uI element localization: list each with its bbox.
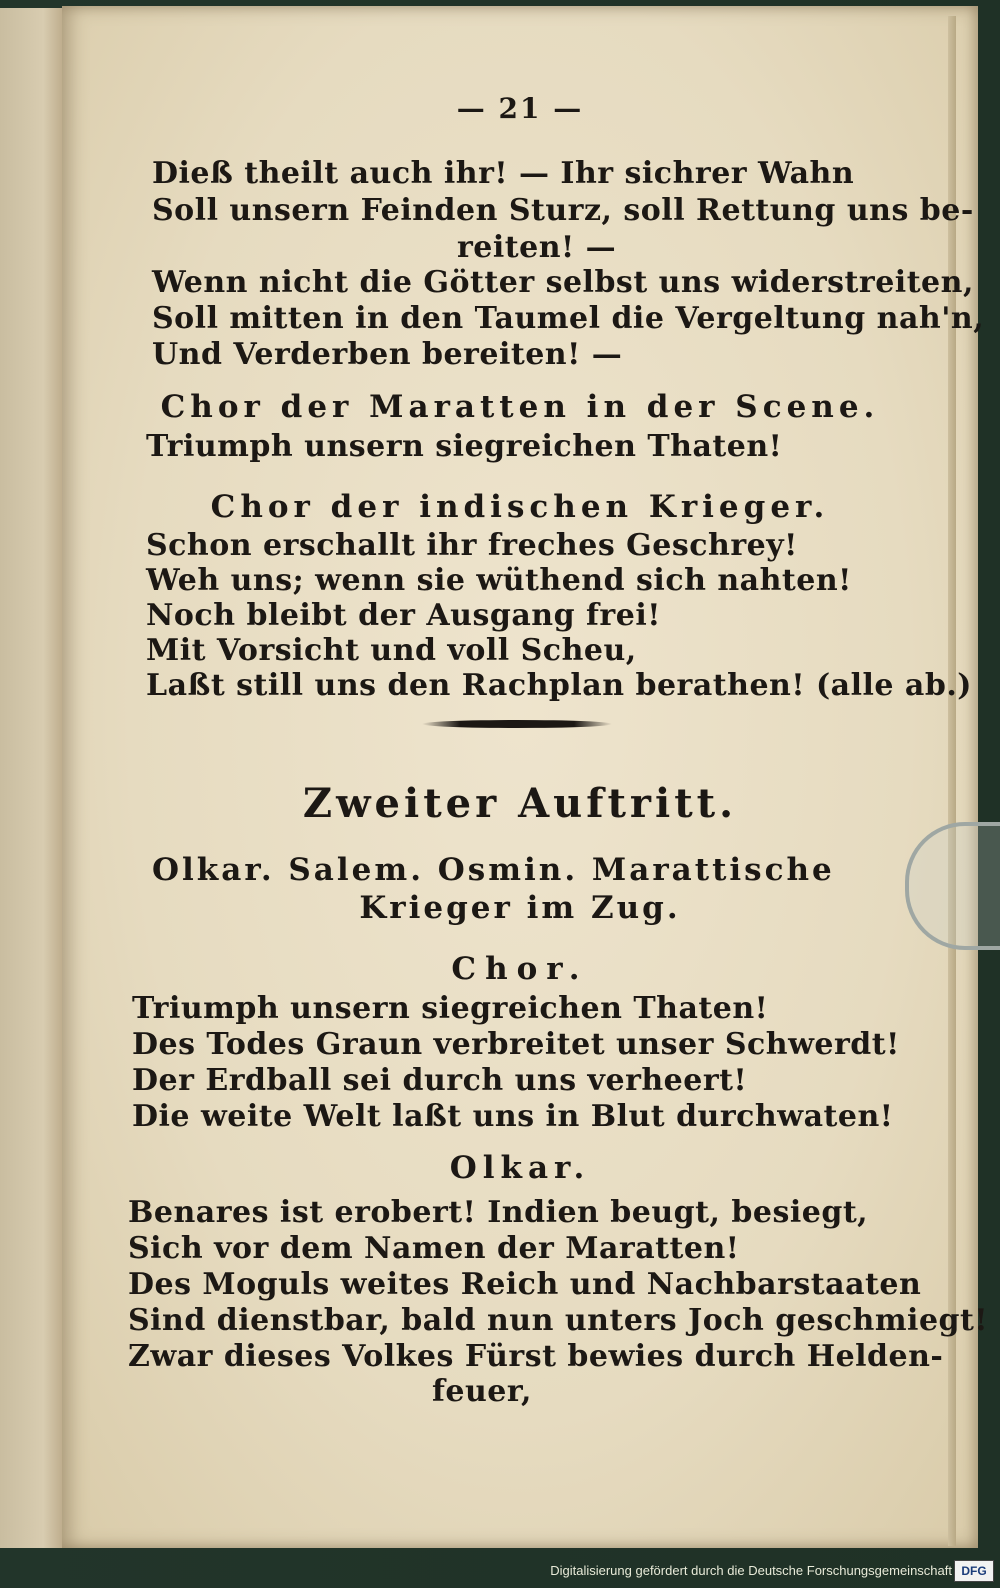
olkar-heading: Olkar. xyxy=(449,1150,591,1186)
verse-line: Und Verderben bereiten! — xyxy=(152,337,623,372)
chor-heading: Chor. xyxy=(451,951,589,987)
verse-line: Laßt still uns den Rachplan berathen! (alle ab.) xyxy=(146,668,972,703)
verse-line: Sind dienstbar, bald nun unters Joch geschmiegt! xyxy=(128,1303,989,1338)
verse-line: Die weite Welt laßt uns in Blut durchwaten! xyxy=(132,1099,894,1134)
verse-line: Noch bleibt der Ausgang frei! xyxy=(146,598,661,633)
verse-line: Zwar dieses Volkes Fürst bewies durch Helden- xyxy=(128,1339,944,1374)
facing-page-edge xyxy=(0,8,64,1548)
verse-line: Benares ist erobert! Indien beugt, besiegt, xyxy=(128,1195,869,1230)
verse-line: reiten! — xyxy=(457,230,617,265)
verse-line: Schon erschallt ihr freches Geschrey! xyxy=(146,528,798,563)
verse-line: Dieß theilt auch ihr! — Ihr sichrer Wahn xyxy=(152,156,855,191)
chorus-maratten-heading: Chor der Maratten in der Scene. xyxy=(160,389,880,425)
scene-cast: Olkar. Salem. Osmin. Marattische xyxy=(152,852,835,888)
page-number: — 21 — xyxy=(456,92,584,125)
funding-notice: Digitalisierung gefördert durch die Deutsche Forschungsgemeinschaft xyxy=(550,1563,952,1578)
verse-line: Des Todes Graun verbreitet unser Schwerdt! xyxy=(132,1027,900,1062)
section-divider xyxy=(422,720,612,728)
verse-line: Soll mitten in den Taumel die Vergeltung nah'n, xyxy=(152,301,985,336)
verse-line: Der Erdball sei durch uns verheert! xyxy=(132,1063,748,1098)
verse-line: Weh uns; wenn sie wüthend sich nahten! xyxy=(146,563,852,598)
verse-line: Triumph unsern siegreichen Thaten! xyxy=(146,429,783,464)
verse-line: Mit Vorsicht und voll Scheu, xyxy=(146,633,637,668)
scene-title: Zweiter Auftritt. xyxy=(302,780,738,827)
verse-line: Triumph unsern siegreichen Thaten! xyxy=(132,991,769,1026)
dfg-logo: DFG xyxy=(954,1560,994,1582)
verse-line: Des Moguls weites Reich und Nachbarstaaten xyxy=(128,1267,922,1302)
chorus-indian-heading: Chor der indischen Krieger. xyxy=(210,489,830,525)
verse-line: Wenn nicht die Götter selbst uns widerstreiten, xyxy=(152,265,974,300)
verse-line: Sich vor dem Namen der Maratten! xyxy=(128,1231,740,1266)
verse-line: Soll unsern Feinden Sturz, soll Rettung uns be- xyxy=(152,193,974,228)
verse-line: feuer, xyxy=(432,1374,532,1409)
book-page xyxy=(62,6,989,1548)
scene-cast: Krieger im Zug. xyxy=(359,890,681,926)
